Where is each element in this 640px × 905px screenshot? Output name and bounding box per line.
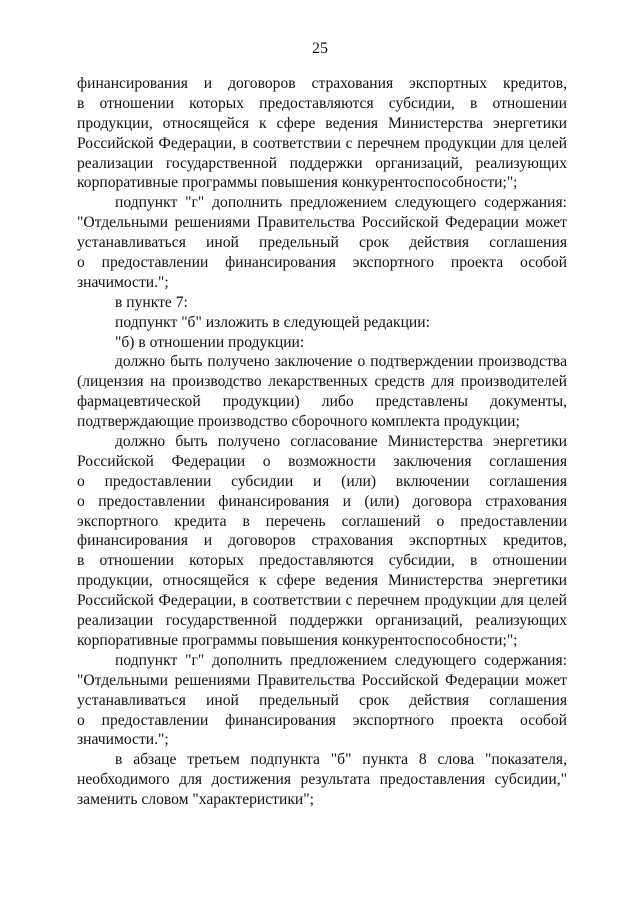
text-line: экспортного кредита в перечень соглашений о предоставлении <box>77 512 567 530</box>
text-line: подпункт "б" изложить в следующей редакции: <box>115 313 430 331</box>
text-line: заменить словом "характеристики"; <box>77 791 314 809</box>
text-line: реализации государственной поддержки организаций, реализующих <box>77 154 567 172</box>
text-line: Российской Федерации, в соответствии с перечнем продукции для целей <box>77 134 567 152</box>
text-line: необходимого для достижения результата предоставления субсидии," <box>77 771 567 789</box>
text-line: в отношении которых предоставляются субсидии, в отношении <box>77 552 567 570</box>
text-line: подтверждающие производство сборочного комплекта продукции; <box>77 413 520 431</box>
text-line: "б) в отношении продукции: <box>115 333 305 351</box>
text-line: устанавливаться иной предельный срок действия соглашения <box>77 234 567 252</box>
text-line: о предоставлении финансирования и (или) договора страхования <box>77 492 567 510</box>
text-line: в пункте 7: <box>115 293 188 311</box>
text-line: о предоставлении финансирования экспортного проекта особой <box>77 254 567 272</box>
text-line: продукции, относящейся к сфере ведения Министерства энергетики <box>77 114 567 132</box>
text-line: финансирования и договоров страхования экспортных кредитов, <box>77 532 567 550</box>
text-line: корпоративные программы повышения конкурентоспособности;"; <box>77 631 518 649</box>
text-line: должно быть получено согласование Министерства энергетики <box>115 433 567 451</box>
text-line: подпункт "г" дополнить предложением следующего содержания: <box>115 651 567 669</box>
text-line: "Отдельными решениями Правительства Российской Федерации может <box>77 214 567 232</box>
text-line: подпункт "г" дополнить предложением следующего содержания: <box>115 194 567 212</box>
text-line: Российской Федерации о возможности заключения соглашения <box>77 452 567 470</box>
text-line: в отношении которых предоставляются субсидии, в отношении <box>77 94 567 112</box>
document-body <box>77 74 567 810</box>
text-line: о предоставлении финансирования экспортного проекта особой <box>77 711 567 729</box>
text-line: реализации государственной поддержки организаций, реализующих <box>77 612 567 630</box>
text-line: устанавливаться иной предельный срок действия соглашения <box>77 691 567 709</box>
text-line: продукции, относящейся к сфере ведения Министерства энергетики <box>77 572 567 590</box>
text-line: о предоставлении субсидии и (или) включении соглашения <box>77 472 567 490</box>
text-line: (лицензия на производство лекарственных средств для производителей <box>77 373 567 391</box>
text-line: фармацевтической продукции) либо представлены документы, <box>77 393 567 411</box>
text-line: Российской Федерации, в соответствии с перечнем продукции для целей <box>77 592 567 610</box>
text-line: значимости."; <box>77 731 169 749</box>
page-number: 25 <box>312 40 328 57</box>
text-line: должно быть получено заключение о подтверждении производства <box>115 353 567 371</box>
text-line: финансирования и договоров страхования экспортных кредитов, <box>77 75 567 92</box>
text-line: значимости."; <box>77 273 169 291</box>
text-line: корпоративные программы повышения конкурентоспособности;"; <box>77 174 518 192</box>
text-line: "Отдельными решениями Правительства Российской Федерации может <box>77 671 567 689</box>
text-line: в абзаце третьем подпункта "б" пункта 8 слова "показателя, <box>115 751 567 769</box>
